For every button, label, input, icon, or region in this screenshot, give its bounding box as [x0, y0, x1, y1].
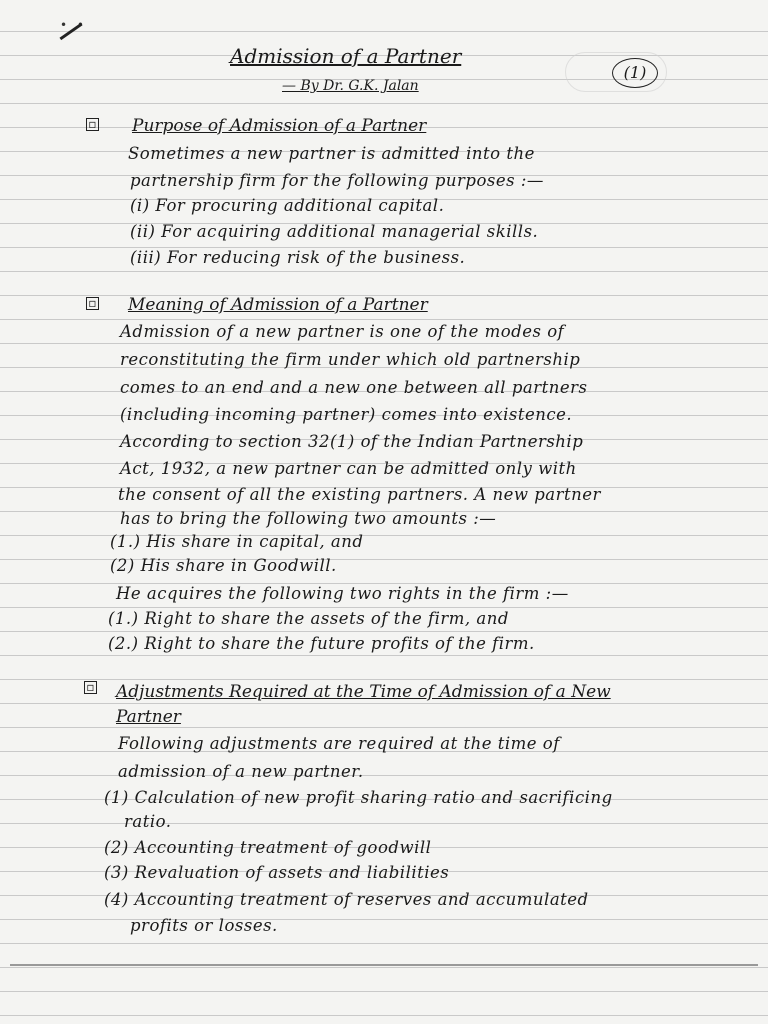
text-line: (4) Accounting treatment of reserves and accumulated: [104, 890, 589, 909]
text-line: comes to an end and a new one between all partners: [120, 378, 588, 397]
text-line: Following adjustments are required at the time of: [118, 734, 560, 753]
section-heading: Adjustments Required at the Time of Admission of a New: [116, 682, 611, 702]
text-line: (3) Revaluation of assets and liabilities: [104, 863, 450, 882]
section-bullet-icon: ▫: [86, 118, 99, 131]
text-line: admission of a new partner.: [118, 762, 364, 781]
text-line: has to bring the following two amounts :—: [120, 509, 497, 528]
ink-dots: • •: [60, 18, 87, 32]
text-line: (i) For procuring additional capital.: [130, 196, 445, 215]
text-line: ratio.: [124, 812, 172, 831]
text-line: profits or losses.: [130, 916, 278, 935]
text-line: According to section 32(1) of the Indian Partnership: [120, 432, 584, 451]
text-line: (including incoming partner) comes into existence.: [120, 405, 573, 424]
text-line: partnership firm for the following purposes :—: [130, 171, 544, 190]
page-title: Admission of a Partner: [230, 44, 462, 68]
section-bullet-icon: ▫: [86, 297, 99, 310]
page-number: (1): [612, 58, 658, 88]
text-line: Sometimes a new partner is admitted into the: [128, 144, 535, 163]
page-bottom-rule: [10, 964, 758, 966]
text-line: (2.) Right to share the future profits of the firm.: [108, 634, 535, 653]
text-line: (1.) His share in capital, and: [110, 532, 364, 551]
author-line: — By Dr. G.K. Jalan: [282, 78, 419, 94]
section-bullet-icon: ▫: [84, 681, 97, 694]
text-line: He acquires the following two rights in the firm :—: [116, 584, 569, 603]
text-line: (1.) Right to share the assets of the firm, and: [108, 609, 509, 628]
text-line: the consent of all the existing partners. A new partner: [118, 485, 601, 504]
text-line: Act, 1932, a new partner can be admitted only with: [120, 459, 577, 478]
section-heading-continued: Partner: [116, 707, 181, 727]
text-line: (1) Calculation of new profit sharing ratio and sacrificing: [104, 788, 613, 807]
text-line: Admission of a new partner is one of the modes of: [120, 322, 565, 341]
section-heading: Meaning of Admission of a Partner: [128, 295, 428, 315]
section-heading: Purpose of Admission of a Partner: [132, 116, 427, 136]
text-line: (iii) For reducing risk of the business.: [130, 248, 466, 267]
text-line: (2) Accounting treatment of goodwill: [104, 838, 432, 857]
text-line: (ii) For acquiring additional managerial skills.: [130, 222, 539, 241]
text-line: reconstituting the firm under which old partnership: [120, 350, 581, 369]
text-line: (2) His share in Goodwill.: [110, 556, 337, 575]
